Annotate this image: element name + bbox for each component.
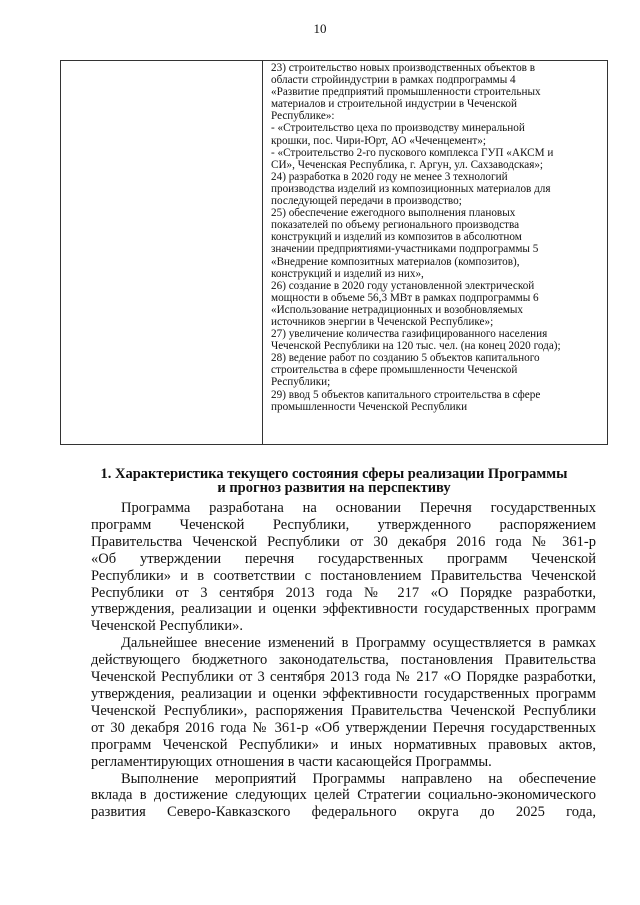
table-cell-line: 27) увеличение количества газифицированного населения [271, 328, 548, 341]
paragraph-line: утверждения, реализации и оценки эффективности государственных программ [91, 685, 596, 702]
paragraph-line: Республики» и в соответствии с постановлением Правительства Чеченской [91, 567, 596, 584]
table-cell-line: - «Строительство цеха по производству минеральной [271, 122, 525, 135]
table-cell-line: промышленности Чеченской Республики [271, 400, 468, 413]
paragraph-line: программ Чеченской Республики, утвержденного распоряжением [91, 516, 596, 533]
table-cell-line: показателей по объему регионального производства [271, 219, 520, 232]
table-cell-line: крошки, пос. Чири-Юрт, АО «Чеченцемент»; [271, 134, 486, 147]
table-cell-line: 23) строительство новых производственных объектов в [271, 62, 536, 74]
table-left-cell [61, 61, 263, 444]
table-cell-line: 29) ввод 5 объектов капитального строительства в сфере [271, 388, 541, 401]
paragraph-line: регламентирующих отношения в части касающейся Программы. [91, 753, 492, 770]
table-cell-line: конструкций и изделий из них», [271, 267, 424, 280]
table-cell-line: производства изделий из композиционных материалов для [271, 182, 551, 195]
table-cell-line: СИ», Чеченская Республика, г. Аргун, ул. Сахзаводская»; [271, 158, 544, 171]
section-heading-line: и прогноз развития на перспективу [217, 480, 451, 496]
paragraph-line: Республики от 3 сентября 2013 года № 217 «О Порядке разработки, [91, 584, 596, 601]
table-cell-line: Чеченской Республики на 120 тыс. чел. (на конец 2020 года); [271, 340, 561, 353]
paragraph-line: программ Чеченской Республики» и иных нормативных правовых актов, [91, 736, 596, 753]
table-cell-line: 26) создание в 2020 году установленной электрической [271, 279, 535, 292]
table-cell-line: значении предприятиями-участниками подпрограммы 5 [271, 243, 539, 256]
paragraph-line: Чеченской Республики». [91, 618, 243, 635]
paragraph-line: Дальнейшее внесение изменений в Программу осуществляется в рамках [121, 635, 596, 652]
table-cell-line: последующей передачи в производство; [271, 195, 462, 208]
paragraph-line: вклада в достижение следующих целей Стратегии социально-экономического [91, 787, 596, 804]
table-cell-line: «Развитие предприятий промышленности строительных [271, 86, 541, 99]
paragraph-line: утверждения, реализации и оценки эффективности государственных программ [91, 601, 596, 618]
table-cell-line: конструкций и изделий из композитов в абсолютном [271, 231, 522, 244]
paragraph-line: Чеченской Республики от 3 сентября 2013 года № 217 «О Порядке разработки, [91, 669, 596, 686]
page-number: 10 [313, 21, 327, 36]
table-cell-line: Республике»: [271, 110, 335, 123]
section-heading-line: 1. Характеристика текущего состояния сферы реализации Программы [100, 466, 568, 482]
table-cell-line: источников энергии в Чеченской Республике»; [271, 315, 494, 328]
table-cell-line: Республики; [271, 376, 331, 389]
paragraph-line: Чеченской Республики», распоряжения Правительства Чеченской Республики [91, 702, 596, 719]
table-cell-line: материалов и строительной индустрии в Чеченской [271, 98, 517, 111]
table-cell-line: области стройиндустрии в рамках подпрограммы 4 [271, 74, 516, 87]
paragraph-line: Программа разработана на основании Перечня государственных [121, 500, 596, 516]
table-cell-line: мощности в объеме 56,3 МВт в рамках подпрограммы 6 [271, 291, 539, 304]
body-text [91, 500, 596, 821]
table-cell-line: строительства в сфере промышленности Чеченской [271, 364, 518, 377]
table-cell-line: 25) обеспечение ежегодного выполнения плановых [271, 207, 516, 220]
section-heading [60, 467, 608, 495]
table-cell-line: «Использование нетрадиционных и возобновляемых [271, 303, 524, 316]
table-cell-line: 28) ведение работ по созданию 5 объектов капитального [271, 352, 540, 365]
paragraph-line: Выполнение мероприятий Программы направлено на обеспечение [121, 770, 596, 787]
paragraph-line: Правительства Чеченской Республики от 30 декабря 2016 года № 361-р [91, 533, 596, 550]
paragraph-line: развития Северо-Кавказского федерального округа до 2025 года, [91, 804, 596, 821]
program-table [60, 60, 608, 445]
paragraph-line: действующего бюджетного законодательства, постановления Правительства [91, 652, 596, 669]
table-cell-line: 24) разработка в 2020 году не менее 3 технологий [271, 170, 508, 183]
paragraph-line: от 30 декабря 2016 года № 361-р «Об утверждении Перечня государственных [91, 719, 596, 736]
table-cell-line: «Внедрение композитных материалов (композитов), [271, 255, 520, 268]
table-cell-line: - «Строительство 2-го пускового комплекса ГУП «АКСМ и [271, 146, 554, 159]
paragraph-line: «Об утверждении перечня государственных программ Чеченской [91, 550, 596, 567]
table-right-cell [263, 61, 607, 444]
